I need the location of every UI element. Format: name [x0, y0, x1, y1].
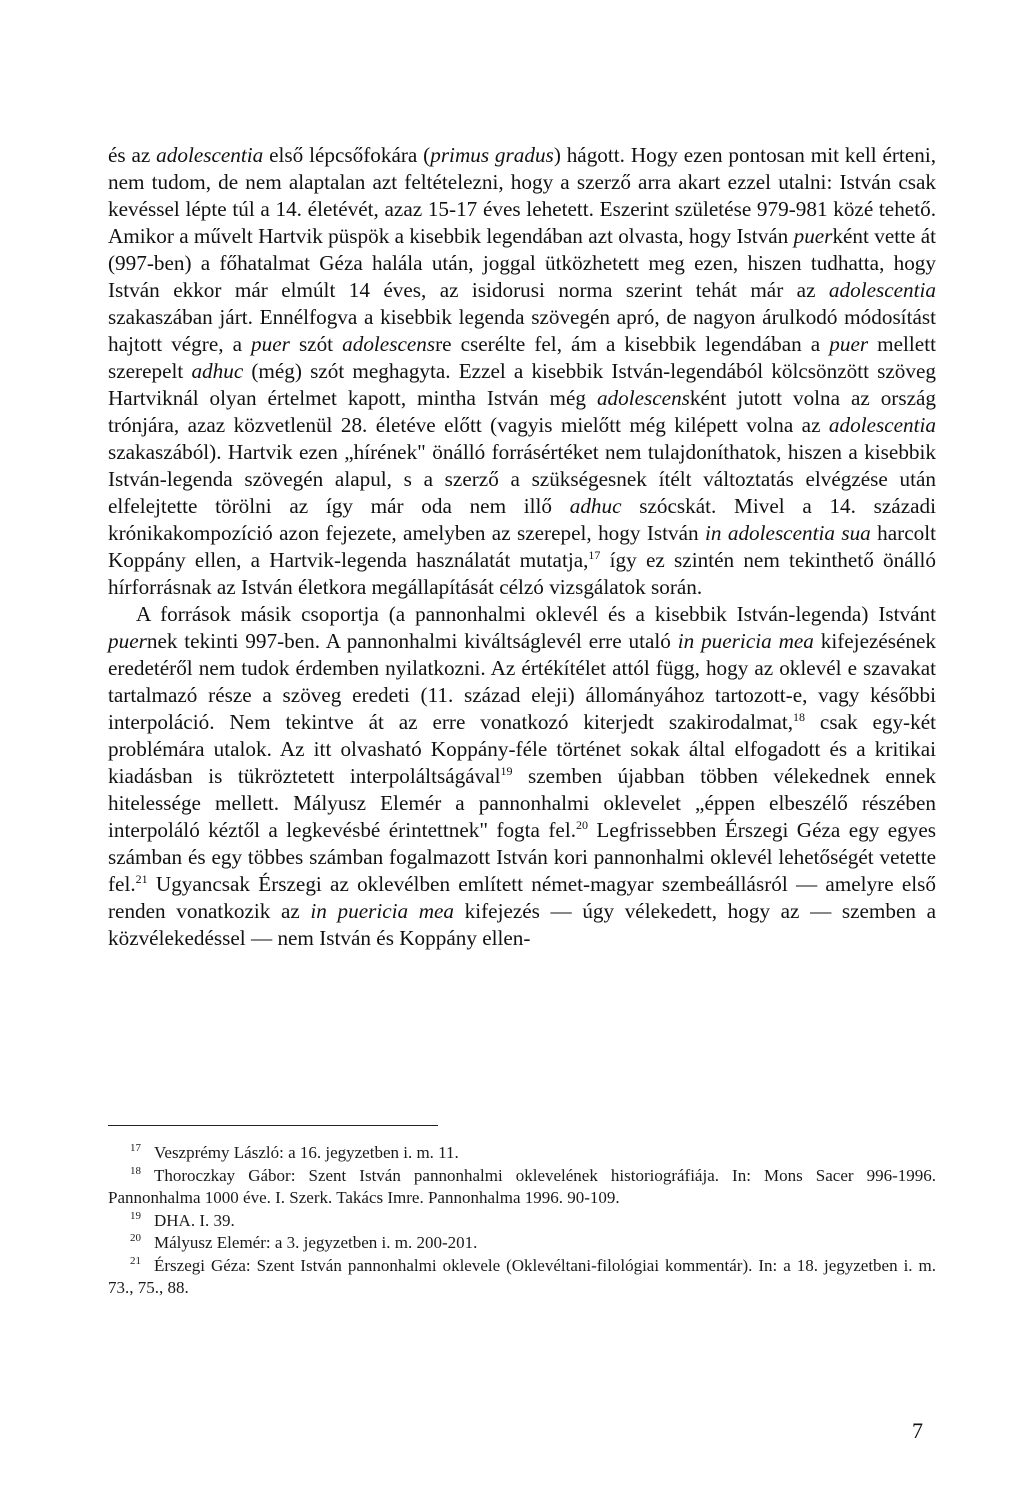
text-run: harcolt Koppány ellen, a Hartvik-legenda használatát mutatja,: [108, 521, 936, 572]
italic-term: in adolescentia sua: [705, 521, 871, 545]
page-number: 7: [912, 1418, 923, 1443]
italic-term: puer: [251, 332, 290, 356]
italic-term: adhuc: [191, 359, 244, 383]
footnote-item: 19 DHA. I. 39.: [130, 1209, 235, 1230]
text-run: ) hágott. Hogy ezen pontosan mit kell érteni, nem tudom, de nem alaptalan azt feltételezni, hogy a szerző arra akart ezzel utalni: István csak kevéssel lépte túl a 14. életévét, azaz 15-17 éves lehetett. Eszerint születése 979-981 közé tehető. Amikor a művelt Hartvik püspök a kisebbik legendában azt olvasta, hogy István: [108, 143, 936, 248]
text-run: ként vette át (997-ben) a főhatalmat Géza halála után, joggal ütközhetett meg ezen, hiszen tudhatta, hogy István ekkor már elmúlt 14 éves, az isidorusi norma szerint tehát már az: [108, 224, 936, 302]
body-text: [108, 142, 936, 952]
italic-term: puer: [793, 224, 833, 248]
italic-term: adolescentia: [828, 278, 936, 302]
text-run: szakaszából). Hartvik ezen „hírének" önálló forrásértéket nem tulajdoníthatok, hiszen a kisebbik István-legenda szövegén alapul, s a szerző a szükségesnek ítélt változtatás elvégzése után elfelejtette törölni az így már oda nem illő: [108, 440, 936, 518]
text-run: szócskát. Mivel a 14. századi krónikakompozíció azon fejezete, amelyben az szerepel, hogy István: [108, 494, 936, 545]
footnote-reference: 18: [793, 709, 806, 724]
text-run: csak egy-két problémára utalok. Az itt olvasható Koppány-féle történet sokak által elfogadott és a kritikai kiadásban is tükröztetett interpoláltságával: [108, 710, 936, 788]
footnote-text: Veszprémy László: a 16. jegyzetben i. m. 11.: [154, 1143, 459, 1162]
footnote-reference: 21: [135, 871, 148, 886]
body-paragraph: [108, 142, 936, 601]
text-run: szemben újabban többen vélekednek ennek hitelessége mellett. Mályusz Elemér a pannonhalmi oklevelet „éppen elbeszélő részében interpoláló kéztől a legkevésbé érintettnek" fogta fel.: [108, 764, 936, 842]
body-paragraph: [108, 601, 936, 952]
text-run: ként jutott volna az ország trónjára, azaz közvetlenül 28. életéve előtt (vagyis mielőtt még kilépett volna az: [108, 386, 936, 437]
italic-term: adolescentia: [156, 143, 264, 167]
italic-term: primus gradus: [430, 143, 554, 167]
italic-term: adolescens: [596, 386, 690, 410]
text-run: re cserélte fel, ám a kisebbik legendában a: [435, 332, 830, 356]
footnote-separator: [108, 1125, 438, 1126]
footnote-item: 18 Thoroczkay Gábor: Szent István pannonhalmi oklevelének historiográfiája. In: Mons Sacer 996-1996. Pannonhalma 1000 éve. I. Szerk. Takács Imre. Pannonhalma 1996. 90-109.: [108, 1164, 936, 1207]
footnotes: [108, 1142, 936, 1300]
text-run: Legfrissebben Érszegi Géza egy egyes számban és egy többes számban fogalmazott István kori pannonhalmi oklevél lehetőségét vetette fel.: [108, 818, 936, 896]
text-run: első lépcsőfokára (: [263, 143, 431, 167]
footnote-item: 21 Érszegi Géza: Szent István pannonhalmi oklevele (Oklevéltani-filológiai kommentár). In: a 18. jegyzetben i. m. 73., 75., 88.: [108, 1254, 936, 1297]
italic-term: adhuc: [569, 494, 622, 518]
italic-term: in puericia mea: [310, 899, 455, 923]
footnote-reference: 19: [500, 763, 513, 778]
footnote-item: 20 Mályusz Elemér: a 3. jegyzetben i. m. 200-201.: [130, 1232, 478, 1252]
text-run: nek tekinti 997-ben. A pannonhalmi kiváltságlevél erre utaló: [146, 629, 678, 653]
text-run: kifejezés — úgy vélekedett, hogy az — szemben a közvélekedéssel — nem István és Koppány ellen-: [108, 899, 936, 950]
footnote-text: Thoroczkay Gábor: Szent István pannonhalmi oklevelének historiográfiája. In: Mons Sacer 996-1996. Pannonhalma 1000 éve. I. Szerk. Takács Imre. Pannonhalma 1996. 90-109.: [108, 1165, 936, 1207]
text-run: A források másik csoportja (a pannonhalmi oklevél és a kisebbik István-legenda) Istvánt: [136, 602, 936, 626]
italic-term: puer: [108, 629, 147, 653]
text-run: (még) szót meghagyta. Ezzel a kisebbik István-legendából kölcsönzött szöveg Hartviknál olyan értelmet kapott, mintha István még: [108, 359, 936, 410]
footnote-item: 17 Veszprémy László: a 16. jegyzetben i. m. 11.: [130, 1142, 459, 1162]
italic-term: adolescentia: [828, 413, 936, 437]
text-run: mellett szerepelt: [108, 332, 936, 383]
italic-term: in puericia mea: [677, 629, 814, 653]
footnote-reference: 17: [588, 547, 601, 562]
italic-term: puer: [829, 332, 869, 356]
text-run: így ez szintén nem tekinthető önálló hírforrásnak az István életkora megállapítását célzó vizsgálatok során.: [108, 548, 936, 599]
footnote-text: Mályusz Elemér: a 3. jegyzetben i. m. 200-201.: [154, 1233, 478, 1252]
footnote-text: Érszegi Géza: Szent István pannonhalmi oklevele (Oklevéltani-filológiai kommentár). In: a 18. jegyzetben i. m. 73., 75., 88.: [108, 1255, 936, 1297]
text-run: szakaszában járt. Ennélfogva a kisebbik legenda szövegén apró, de nagyon árulkodó módosítást hajtott végre, a: [108, 305, 936, 356]
footnote-text: DHA. I. 39.: [154, 1210, 235, 1230]
text-run: Ugyancsak Érszegi az oklevélben említett német-magyar szembeállásról — amelyre első renden vonatkozik az: [108, 872, 936, 923]
italic-term: adolescens: [342, 332, 436, 356]
footnote-reference: 20: [576, 817, 588, 832]
text-run: kifejezésének eredetéről nem tudok érdemben nyilatkozni. Az értékítélet attól függ, hogy az oklevél e szavakat tartalmazó része a szöveg eredeti (11. század eleji) állományához tartozott-e, vagy későbbi interpoláció. Nem tekintve át az erre vonatkozó kiterjedt szakirodalmat,: [108, 629, 937, 734]
text-run: szót: [289, 332, 343, 356]
text-run: és az: [108, 143, 157, 167]
